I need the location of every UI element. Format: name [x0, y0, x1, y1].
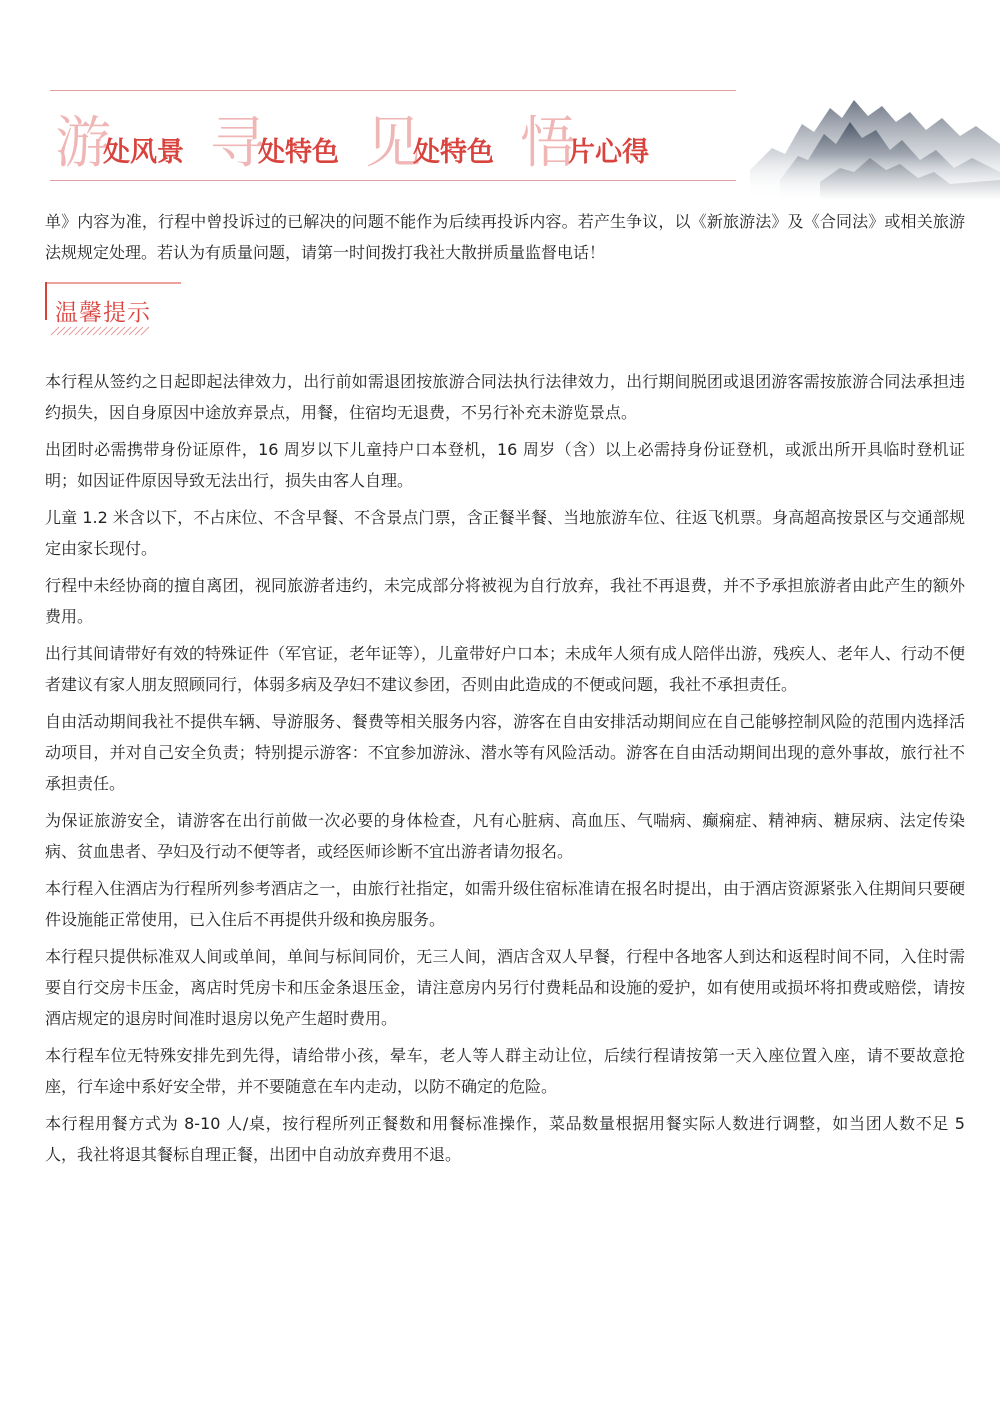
ink-mountains-icon [750, 60, 1000, 200]
slogan-group-1 [55, 111, 184, 176]
tips-heading-text: 温馨提示 [55, 300, 151, 326]
banner-bottom-line [50, 180, 736, 181]
slogan-small-text: 片心得 [568, 137, 649, 168]
tip-paragraph: 本行程用餐方式为 8-10 人/桌，按行程所列正餐数和用餐标准操作，菜品数量根据用餐实际人数进行调整，如当团人数不足 5 人，我社将退其餐标自理正餐，出团中自动放弃费用不退。 [45, 1114, 965, 1164]
banner-slogan [55, 96, 755, 174]
tip-paragraph: 行程中未经协商的擅自离团，视同旅游者违约，未完成部分将被视为自行放弃，我社不再退费，并不予承担旅游者由此产生的额外费用。 [45, 576, 965, 626]
header-banner [0, 0, 1000, 200]
slogan-big-char: 游 [55, 111, 111, 176]
tip-paragraph: 出团时必需携带身份证原件，16 周岁以下儿童持户口本登机，16 周岁（含）以上必需持身份证登机，或派出所开具临时登机证明；如因证件原因导致无法出行，损失由客人自理。 [45, 440, 965, 490]
tip-paragraph: 出行其间请带好有效的特殊证件（军官证，老年证等），儿童带好户口本；未成年人须有成人陪伴出游，残疾人、老年人、行动不便者建议有家人朋友照顾同行，体弱多病及孕妇不建议参团，否则由此造成的不便或问题，我社不承担责任。 [45, 644, 966, 694]
tip-paragraph: 为保证旅游安全，请游客在出行前做一次必要的身体检查，凡有心脏病、高血压、气喘病、癫痫症、精神病、糖尿病、法定传染病、贫血患者、孕妇及行动不便等者，或经医师诊断不宜出游者请勿报名。 [45, 811, 965, 861]
slogan-big-char: 寻 [210, 111, 266, 176]
slogan-big-char: 悟 [520, 111, 576, 176]
document-body [45, 206, 965, 1176]
tip-paragraph: 本行程入住酒店为行程所列参考酒店之一，由旅行社指定，如需升级住宿标准请在报名时提出，由于酒店资源紧张入住期间只要硬件设施能正常使用，已入住后不再提供升级和换房服务。 [45, 879, 965, 929]
slogan-big-char: 见 [365, 111, 421, 176]
tip-paragraph: 本行程只提供标准双人间或单间，单间与标间同价，无三人间，酒店含双人早餐，行程中各地客人到达和返程时间不同，入住时需要自行交房卡压金，离店时凭房卡和压金条退压金，请注意房内另行付费耗品和设施的爱护，如有使用或损坏将扣费或赔偿，请按酒店规定的退房时间准时退房以免产生超时费用。 [45, 947, 965, 1028]
tip-paragraph: 儿童 1.2 米含以下，不占床位、不含早餐、不含景点门票，含正餐半餐、当地旅游车位、往返飞机票。身高超高按景区与交通部规定由家长现付。 [45, 508, 965, 558]
slogan-group-4 [520, 111, 649, 176]
tip-paragraph: 本行程从签约之日起即起法律效力，出行前如需退团按旅游合同法执行法律效力，出行期间脱团或退团游客需按旅游合同法承担违约损失，因自身原因中途放弃景点，用餐，住宿均无退费，不另行补充未游览景点。 [45, 372, 965, 422]
slogan-group-2 [210, 111, 339, 176]
slogan-small-text: 处特色 [258, 137, 339, 168]
intro-paragraph: 单》内容为准，行程中曾投诉过的已解决的问题不能作为后续再投诉内容。若产生争议，以《新旅游法》及《合同法》或相关旅游法规规定处理。若认为有质量问题，请第一时间拨打我社大散拼质量监督电话！ [45, 212, 965, 262]
tip-paragraph: 自由活动期间我社不提供车辆、导游服务、餐费等相关服务内容，游客在自由安排活动期间应在自己能够控制风险的范围内选择活动项目，并对自己安全负责；特别提示游客：不宜参加游泳、潜水等有风险活动。游客在自由活动期间出现的意外事故，旅行社不承担责任。 [45, 712, 965, 793]
tips-heading [45, 282, 965, 342]
slogan-small-text: 处风景 [103, 137, 184, 168]
banner-top-line [50, 90, 736, 91]
slogan-group-3 [365, 111, 494, 176]
tip-paragraph: 本行程车位无特殊安排先到先得，请给带小孩，晕车，老人等人群主动让位，后续行程请按第一天入座位置入座，请不要故意抢座，行车途中系好安全带，并不要随意在车内走动，以防不确定的危险。 [45, 1046, 965, 1096]
slogan-small-text: 处特色 [413, 137, 494, 168]
